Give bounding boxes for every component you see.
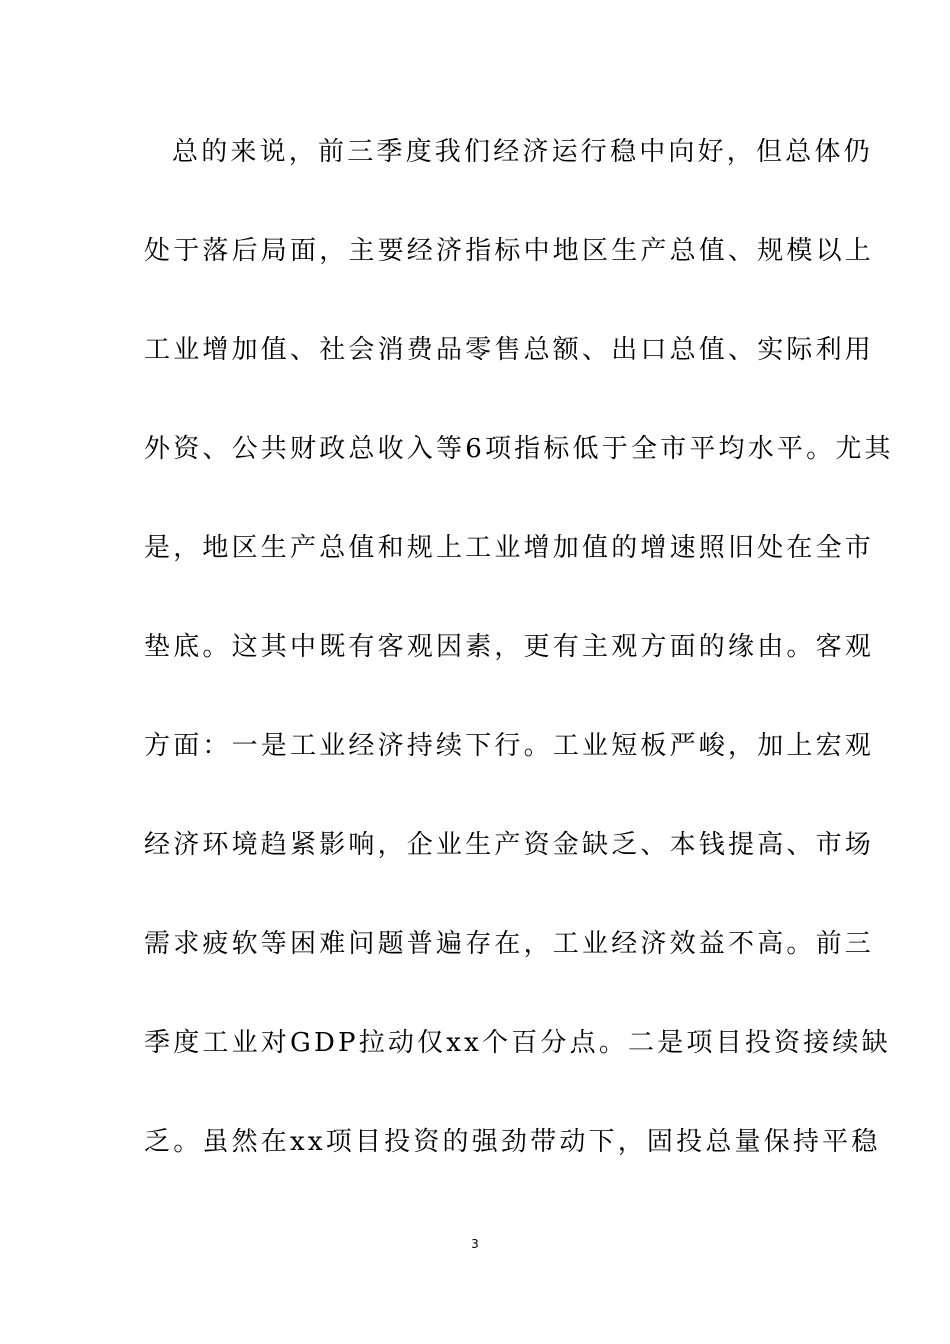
text-line: 经济环境趋紧影响，企业生产资金缺乏、本钱提高、市场 bbox=[144, 830, 875, 860]
page-number: 3 bbox=[471, 1237, 479, 1251]
text-line: 外资、公共财政总收入等6项指标低于全市平均水平。尤其 bbox=[144, 434, 894, 464]
text-line: 乏。虽然在xx项目投资的强劲带动下，固投总量保持平稳 bbox=[144, 1127, 881, 1157]
body-paragraph bbox=[144, 120, 894, 1209]
text-line: 是，地区生产总值和规上工业增加值的增速照旧处在全市 bbox=[144, 533, 875, 563]
text-line: 处于落后局面，主要经济指标中地区生产总值、规模以上 bbox=[144, 236, 875, 266]
text-line: 方面：一是工业经济持续下行。工业短板严峻，加上宏观 bbox=[144, 731, 875, 761]
text-line: 季度工业对GDP拉动仅xx个百分点。二是项目投资接续缺 bbox=[144, 1028, 891, 1058]
text-line: 需求疲软等困难问题普遍存在，工业经济效益不高。前三 bbox=[144, 929, 875, 959]
text-line: 总的来说，前三季度我们经济运行稳中向好，但总体仍 bbox=[172, 137, 873, 167]
text-line: 工业增加值、社会消费品零售总额、出口总值、实际利用 bbox=[144, 335, 875, 365]
text-line: 垫底。这其中既有客观因素，更有主观方面的缘由。客观 bbox=[144, 632, 875, 662]
